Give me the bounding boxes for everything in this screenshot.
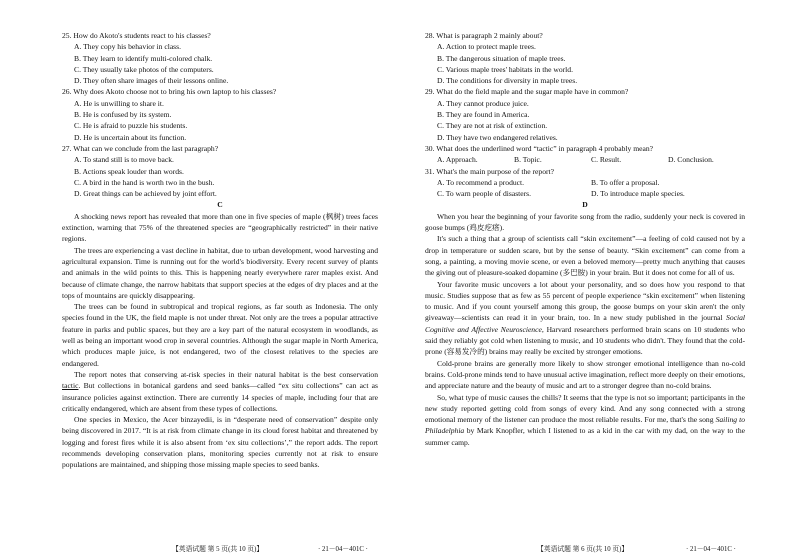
- question-25-option-d: D. They often share images of their lessons online.: [74, 76, 229, 86]
- question-27-option-b: B. Actions speak louder than words.: [74, 166, 184, 176]
- question-30-options: [425, 154, 745, 165]
- question-27-option-c: C. A bird in the hand is worth two in the bush.: [74, 177, 215, 187]
- question-25-option-c: C. They usually take photos of the computers.: [74, 64, 214, 74]
- section-d-heading: D: [582, 200, 588, 210]
- left-column: [62, 30, 378, 471]
- question-26-option-b: B. He is confused by its system.: [74, 110, 172, 120]
- question-28-option-b: B. The dangerous situation of maple trees.: [437, 53, 566, 63]
- passage-d-paragraph-5: [425, 392, 745, 448]
- question-26-option-c: C. He is afraid to puzzle his students.: [74, 121, 188, 131]
- question-31-stem: 31. What's the main purpose of the report?: [425, 166, 555, 176]
- question-26-option-a: A. He is unwilling to share it.: [74, 98, 164, 108]
- question-29-option-b: B. They are found in America.: [437, 110, 530, 120]
- question-29-option-d: D. They have two endangered relatives.: [437, 132, 558, 142]
- question-25-option-a: A. They copy his behavior in class.: [74, 42, 181, 52]
- paragraph-4-part-2: . But collections in botanical gardens and seed banks—called “ex situ collections” can act as insurance policies against extinction. There are currently 14 species of maple, including four that are critically endangered, which are absent from these types of collections.: [62, 381, 378, 413]
- passage-d-paragraph-2: It's such a thing that a group of scientists call “skin excitement”—a feeling of cold caused not by a drop in temperature or sudden scare, but by the sense of beauty. “Skin excitement” can come from a song, a painting, a moving movie scene, or even a beloved memory—pretty much anything that causes the giving out of pleasure-soaked dopamine (多巴胺) in your brain. But it does not come for all of us.: [425, 234, 745, 278]
- footer-left-page-label: 【英语试题 第 5 页(共 10 页)】: [172, 546, 264, 553]
- question-28-option-c: C. Various maple trees' habitats in the world.: [437, 64, 573, 74]
- question-26-option-d: D. He is uncertain about its function.: [74, 132, 187, 142]
- question-31-option-d: D. To introduce maple species.: [591, 189, 685, 199]
- paragraph-5-part-2: by Mark Knopfler, which I listened to as a kid in the car with my dad, on the way to the summer camp.: [425, 426, 745, 447]
- question-28-option-d: D. The conditions for diversity in maple trees.: [437, 76, 578, 86]
- paragraph-3-part-1: Your favorite music uncovers a lot about your personality, and so does how you respond to that music. Studies suppose that as few as 55 percent of people experience “skin excitement” when listening to music. And if you count yourself among this group, the goose bumps on your skin aren't the only giveaway—scientists can read it in your brain, too. In a new study published in the journal: [425, 279, 745, 323]
- question-30-option-c: C. Result.: [591, 155, 622, 165]
- question-25-stem: 25. How do Akoto's students react to his classes?: [62, 31, 211, 40]
- question-30-stem: 30. What does the underlined word “tactic” in paragraph 4 probably mean?: [425, 143, 654, 153]
- question-30-option-d: D. Conclusion.: [668, 155, 714, 165]
- question-30-option-b: B. Topic.: [514, 155, 542, 165]
- question-31-option-b: B. To offer a proposal.: [591, 177, 660, 187]
- journal-title: Social Cognitive and Affective Neuroscience: [425, 313, 745, 334]
- section-c-heading: C: [217, 200, 223, 210]
- right-column: [425, 30, 745, 448]
- question-31-options-row-1: [425, 177, 745, 188]
- paragraph-3-part-2: , Harvard researchers performed brain scans on 10 students who said they reliably got cold when listening to music, and 10 students who didn't. They found that the cold-prone (容易发冷的) brains may really be excited by stronger emotions.: [425, 324, 745, 357]
- footer-right-page-label: 【英语试题 第 6 页(共 10 页)】: [537, 546, 629, 553]
- question-31-option-c: C. To warn people of disasters.: [437, 189, 532, 199]
- passage-c-paragraph-3: The trees can be found in subtropical and tropical regions, as far south as Indonesia. The only species found in the UK, the field maple is not under threat. Not only are the trees a popular attractive feature in parks and public spaces, but they are a key part of the natural ecosystem in woodlands, as well as being an important wood crop in several countries. Although the sugar maple in North America, which produces maple juice, is not endangered, two of the closest relatives to the species are endangered.: [62, 302, 378, 368]
- question-27-option-d: D. Great things can be achieved by joint effort.: [74, 189, 217, 199]
- question-29-option-a: A. They cannot produce juice.: [437, 98, 529, 108]
- question-26-stem: 26. Why does Akoto choose not to bring his own laptop to his classes?: [62, 87, 277, 97]
- passage-c-paragraph-5: One species in Mexico, the Acer binzayedii, is in “desperate need of conservation” despite only being discovered in 2017. “It is at risk from climate change in its cloud forest habitat and threatened by logging and forest fires while it is also absent from ‘ex situ collections’,” the report adds. The report recommends developing conservation plans, monitoring species currently not at risk to ensure populations are maintained, and shipping those missing maple species to seed banks.: [62, 415, 378, 470]
- passage-c-paragraph-1: A shocking news report has revealed that more than one in five species of maple (枫树) trees faces extinction, warning that 75% of the threatened species are “geographically restricted” in their native regions.: [62, 211, 378, 244]
- question-25-option-b: B. They learn to identify multi-colored chalk.: [74, 53, 213, 63]
- song-title: Sailing to Philadelphia: [425, 415, 746, 436]
- question-28-stem: 28. What is paragraph 2 mainly about?: [425, 31, 543, 40]
- question-31-options-row-2: [425, 188, 745, 199]
- underlined-word-tactic: tactic: [62, 381, 79, 391]
- question-31-option-a: A. To recommend a product.: [437, 177, 525, 187]
- passage-c-paragraph-4: [62, 369, 378, 414]
- paragraph-5-part-1: So, what type of music causes the chills? It seems that the type is not so important; participants in the new study reported getting cold from songs of every kind. And any song connected with a strong emotional memory of the listener can produce the most reliable results. For me, that's the song: [425, 392, 745, 425]
- passage-d-paragraph-1: When you hear the beginning of your favorite song from the radio, suddenly your neck is covered in goose bumps (鸡皮疙瘩).: [425, 211, 745, 233]
- passage-d-paragraph-4: Cold-prone brains are generally more likely to show stronger emotional intelligence than no-cold brains. Cold-prone minds tend to have unusual active imagination, reflect more deeply on their emotions, and appreciate nature and the beauty of music and art to a stronger degree than no-cold brains.: [425, 358, 745, 391]
- question-28-option-a: A. Action to protect maple trees.: [437, 42, 536, 52]
- question-27-stem: 27. What can we conclude from the last paragraph?: [62, 143, 219, 153]
- footer-left-code: · 21－04－401C ·: [318, 546, 368, 553]
- footer-right-code: · 21－04－401C ·: [686, 546, 736, 553]
- passage-c-paragraph-2: The trees are experiencing a vast decline in habitat, due to urban development, wood harvesting and agricultural expansion. Time is running out for the world's biodiversity. Every recent survey of plants and animals in the wild points to this. This is happening nearly everywhere rarer maples exist. And because of climate change, the narrow habitats that support species at the edges of dry places and at the tops of mountains are quickly disappearing.: [62, 245, 378, 300]
- question-29-option-c: C. They are not at risk of extinction.: [437, 121, 548, 131]
- question-27-option-a: A. To stand still is to move back.: [74, 155, 174, 165]
- passage-d-paragraph-3: [425, 279, 745, 358]
- question-30-option-a: A. Approach.: [437, 155, 478, 165]
- question-29-stem: 29. What do the field maple and the sugar maple have in common?: [425, 87, 629, 97]
- paragraph-4-part-1: The report notes that conserving at-risk species in their natural habitat is the best conservation: [74, 369, 378, 379]
